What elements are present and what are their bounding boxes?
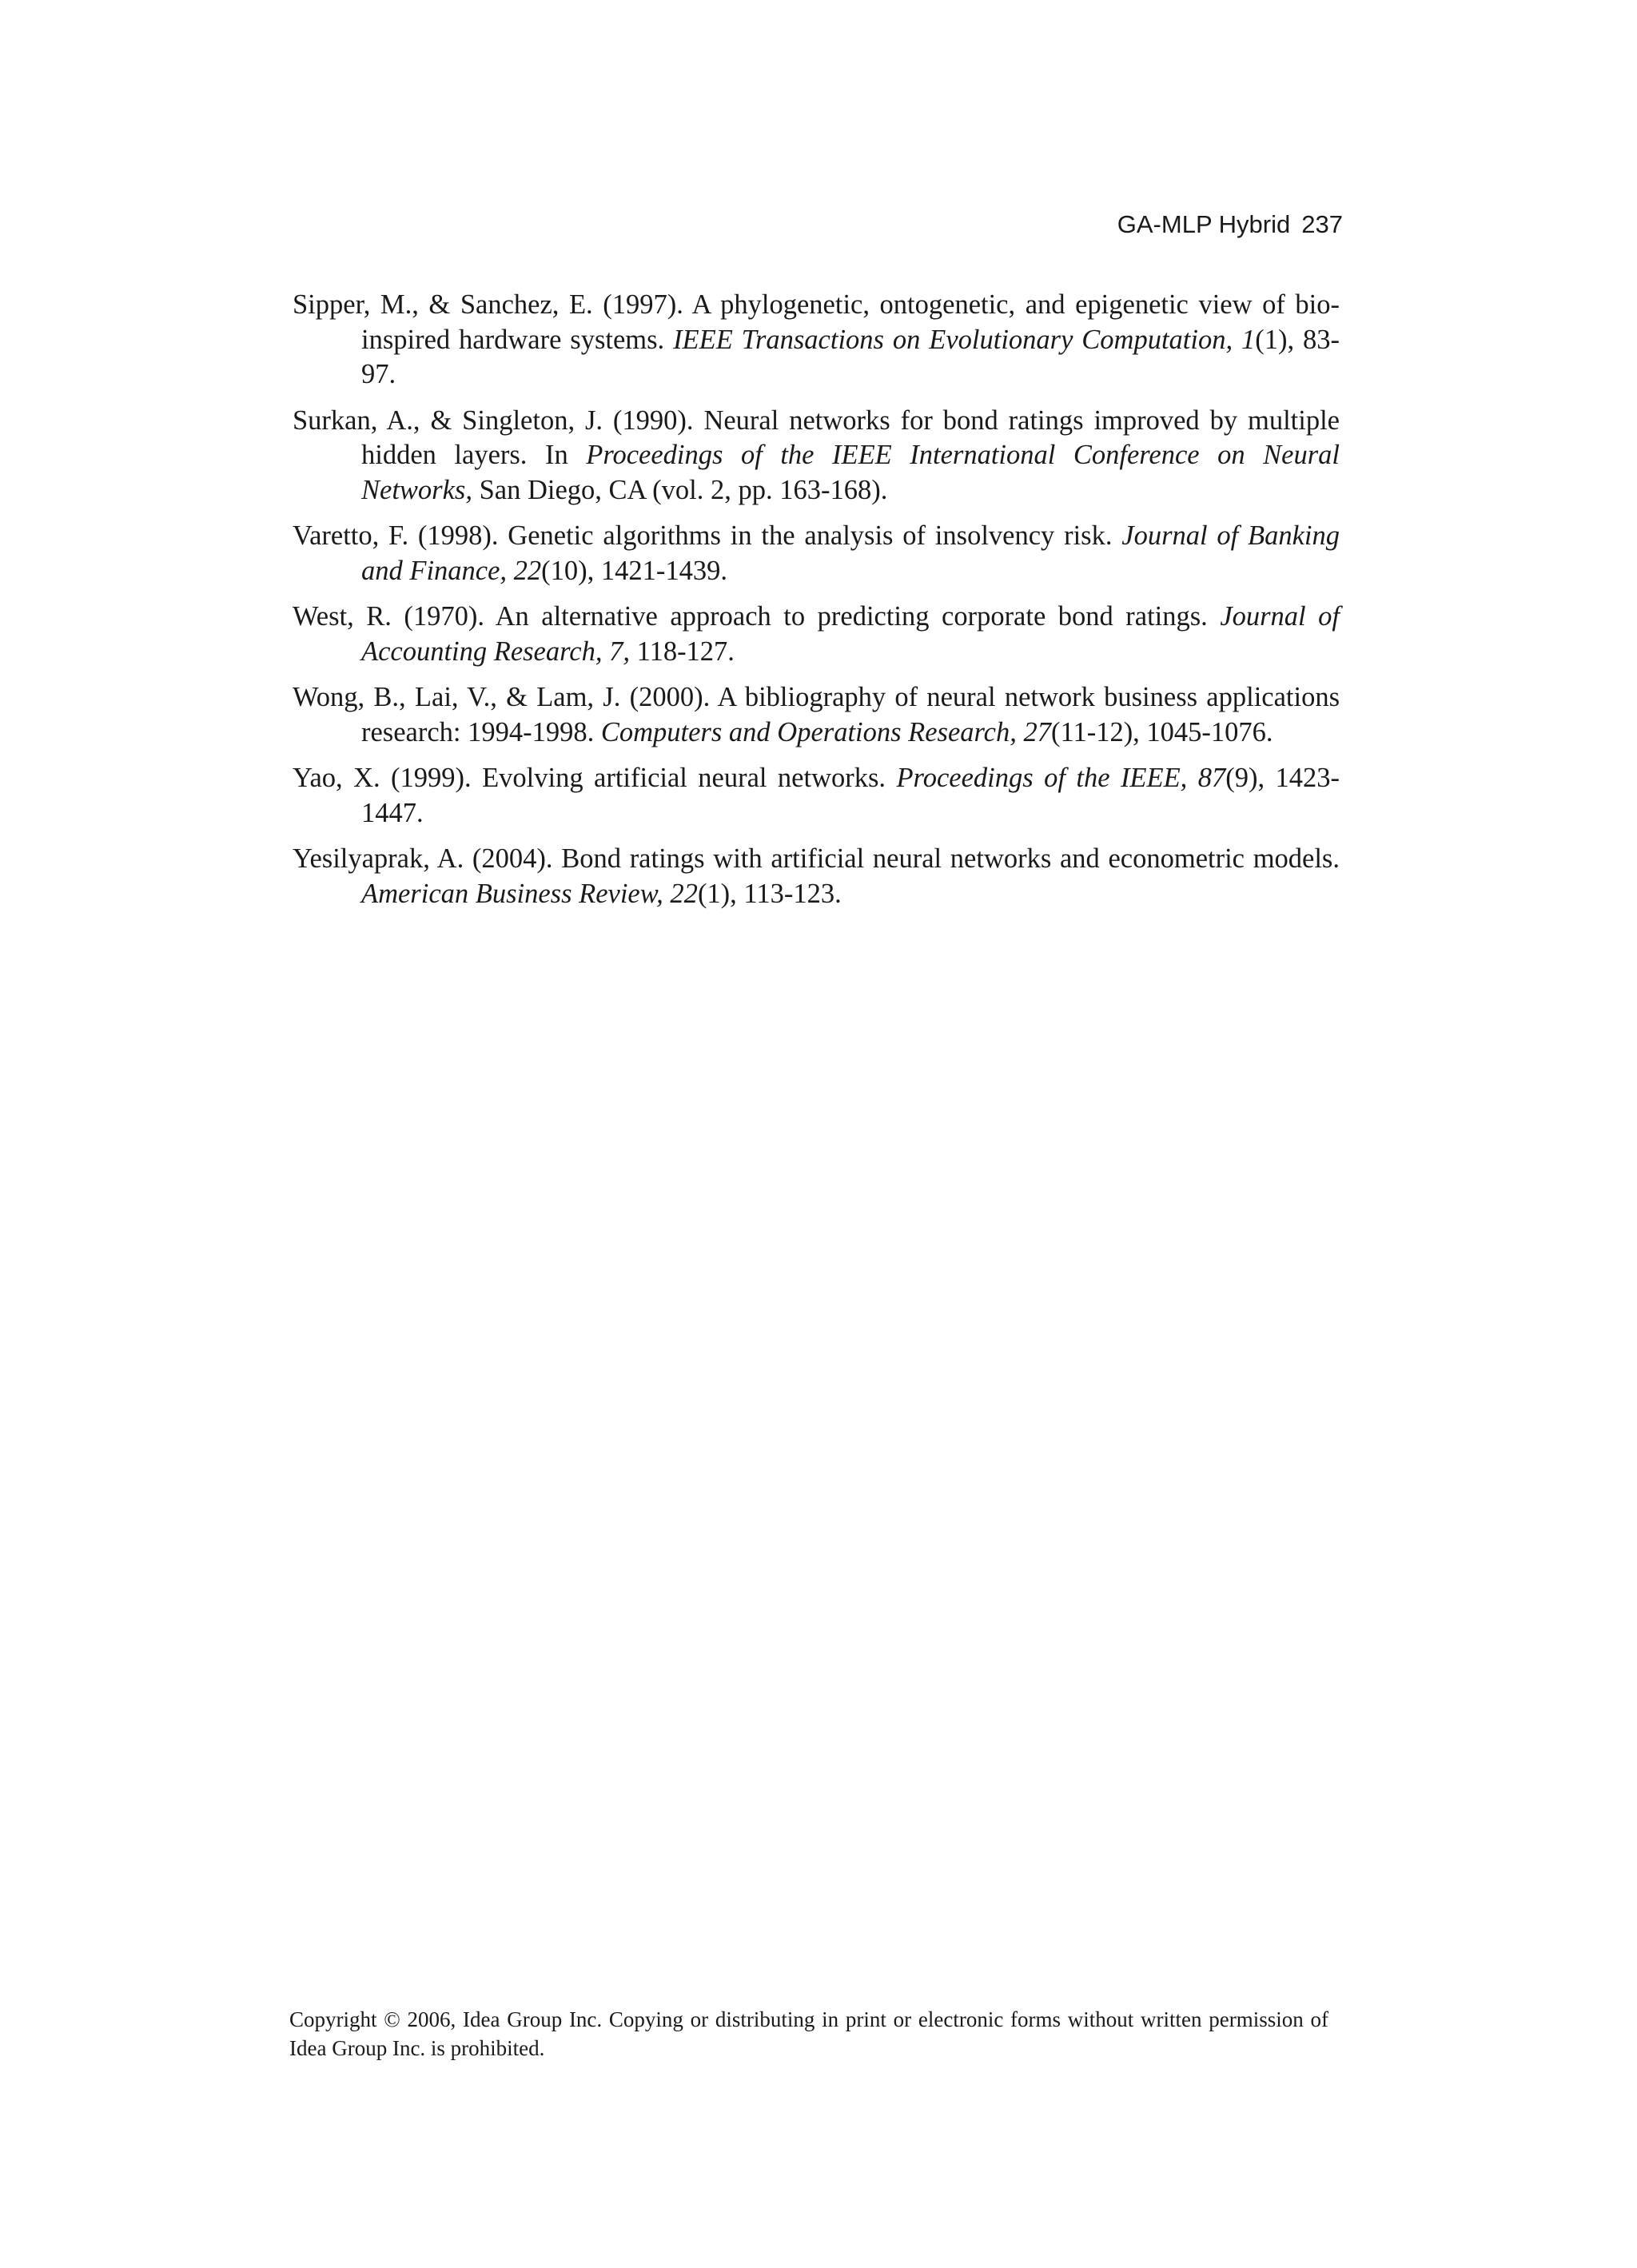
reference-source: Computers and Operations Research, 27	[600, 716, 1051, 747]
reference-details: (1), 83-97.	[361, 324, 1340, 389]
reference-text: Yesilyaprak, A. (2004). Bond ratings with artificial neural networks and econometric models.	[293, 843, 1340, 874]
reference-details: (11-12), 1045-1076.	[1051, 716, 1273, 747]
reference-details: (10), 1421-1439.	[541, 555, 728, 586]
reference-entry	[293, 761, 1340, 831]
reference-text: Varetto, F. (1998). Genetic algorithms in the analysis of insolvency risk.	[293, 520, 1122, 551]
reference-entry	[293, 680, 1340, 750]
page-number: 237	[1301, 210, 1343, 238]
reference-source: Proceedings of the IEEE International Conference on Neural Networks,	[361, 440, 1340, 505]
reference-list	[293, 288, 1340, 923]
reference-text: Yao, X. (1999). Evolving artificial neural networks.	[293, 763, 897, 793]
reference-text: Wong, B., Lai, V., & Lam, J. (2000). A bibliography of neural network business applications research: 1994-1998.	[293, 682, 1340, 747]
reference-entry	[293, 519, 1340, 588]
running-head	[1117, 209, 1343, 240]
reference-details: San Diego, CA (vol. 2, pp. 163-168).	[472, 474, 888, 505]
running-head-title: GA-MLP Hybrid	[1117, 210, 1291, 238]
reference-source: Proceedings of the IEEE, 87	[896, 763, 1226, 793]
reference-source: American Business Review, 22	[361, 878, 698, 909]
reference-details: (9), 1423-1447.	[361, 763, 1340, 828]
reference-text: West, R. (1970). An alternative approach to predicting corporate bond ratings.	[293, 601, 1221, 632]
copyright-notice: Copyright © 2006, Idea Group Inc. Copying or distributing in print or electronic forms without written permission of Idea Group Inc. is prohibited.	[289, 2007, 1328, 2060]
reference-text: Sipper, M., & Sanchez, E. (1997). A phylogenetic, ontogenetic, and epigenetic view of bio-inspired hardware systems.	[293, 289, 1340, 355]
reference-entry	[293, 404, 1340, 508]
reference-details: 118-127.	[629, 636, 735, 667]
reference-source: IEEE Transactions on Evolutionary Computation, 1	[673, 324, 1256, 355]
reference-text: Surkan, A., & Singleton, J. (1990). Neural networks for bond ratings improved by multiple hidden layers. In	[293, 405, 1340, 470]
reference-entry	[293, 600, 1340, 669]
reference-source: Journal of Banking and Finance, 22	[361, 520, 1340, 586]
reference-details: (1), 113-123.	[697, 878, 842, 909]
reference-source: Journal of Accounting Research, 7,	[361, 601, 1340, 667]
reference-entry	[293, 288, 1340, 393]
reference-entry	[293, 842, 1340, 911]
